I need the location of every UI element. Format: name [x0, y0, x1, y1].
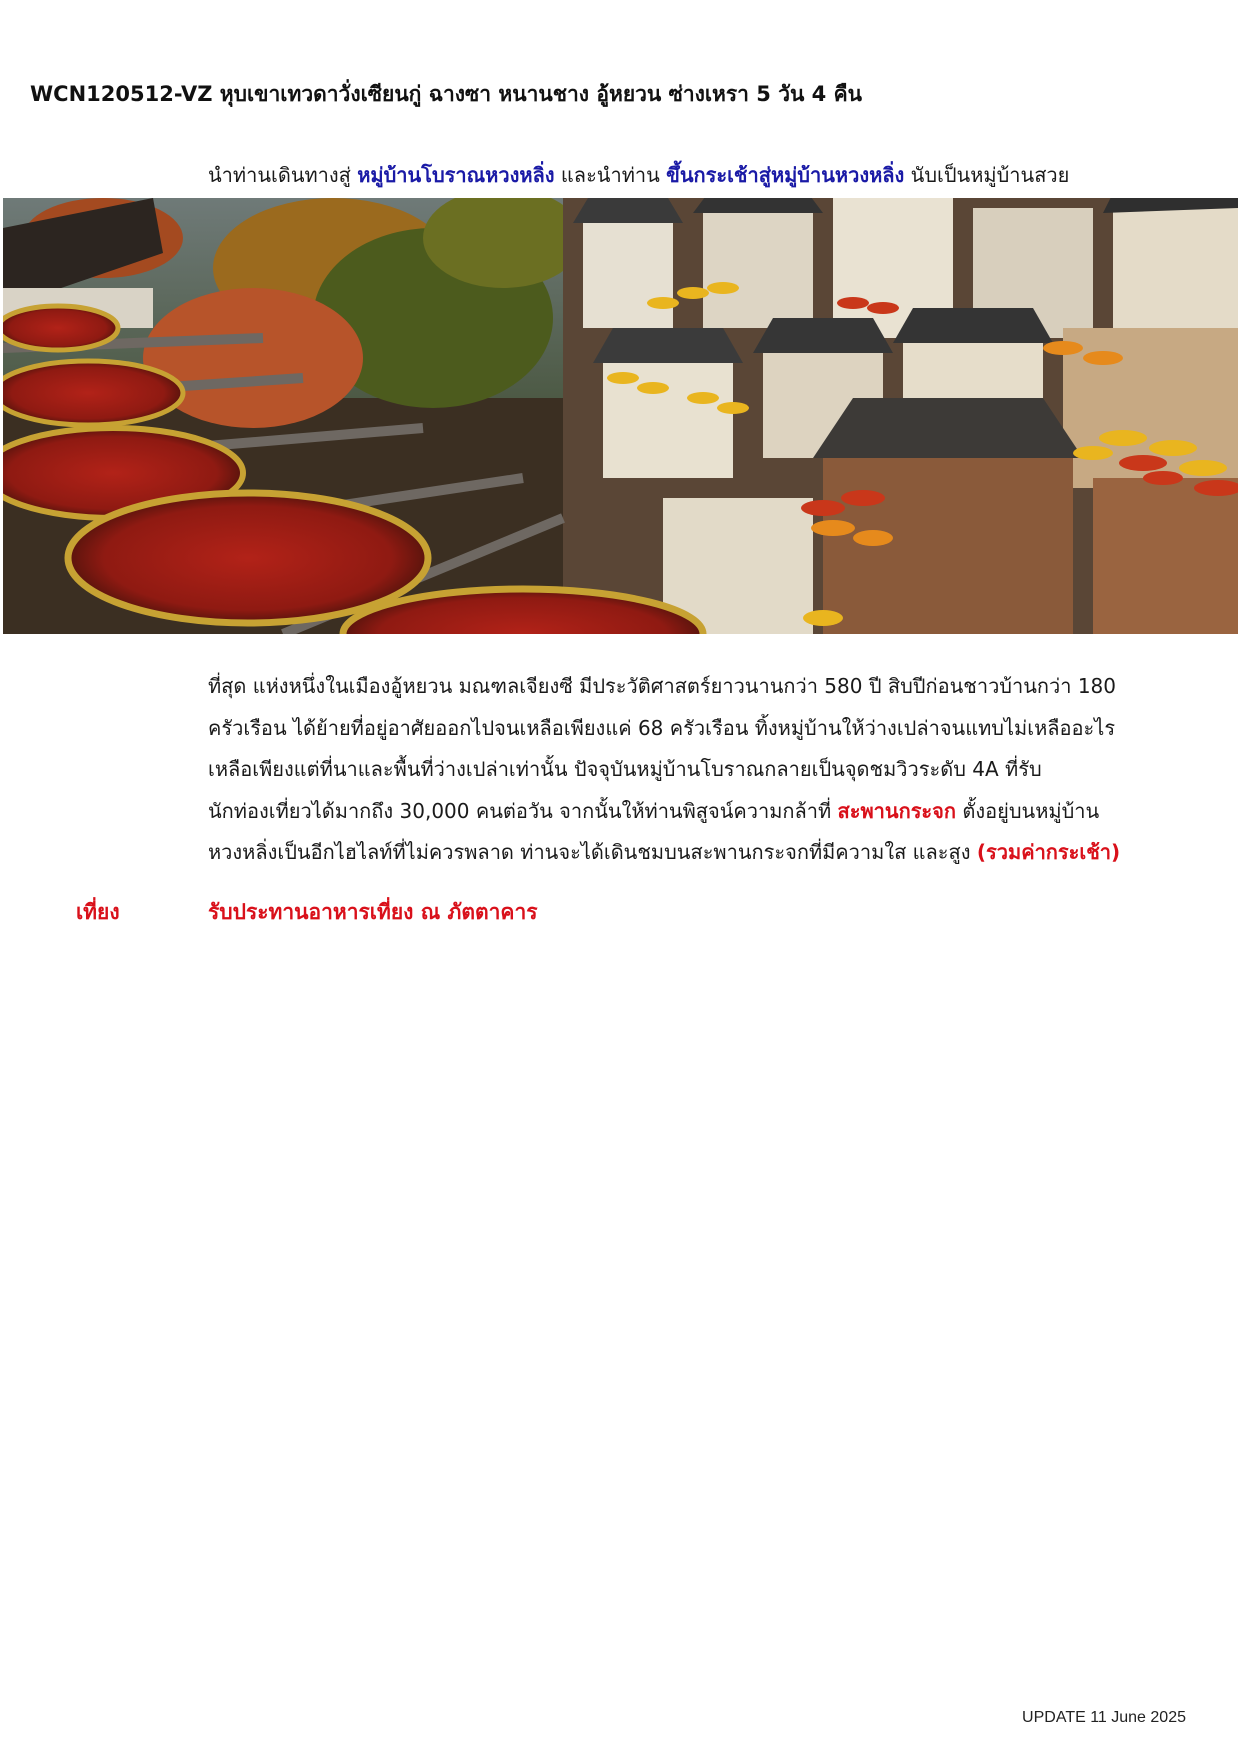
- body-line: ครัวเรือน ได้ย้ายที่อยู่อาศัยออกไปจนเหลือเพียงแค่ 68 ครัวเรือน ทิ้งหมู่บ้านให้ว่างเปล่าจนแทบไม่เหลืออะไร: [208, 715, 1116, 740]
- description-paragraph: [208, 666, 1218, 874]
- body-text: นักท่องเที่ยวได้มากถึง 30,000 คนต่อวัน จากนั้นให้ท่านพิสูจน์ความกล้าที่: [208, 798, 838, 823]
- body-text: ตั้งอยู่บนหมู่บ้าน: [956, 798, 1100, 823]
- body-line: ที่สุด แห่งหนึ่งในเมืองอู้หยวน มณฑลเจียงซี มีประวัติศาสตร์ยาวนานกว่า 580 ปี สิบปีก่อนชาวบ้านกว่า 180: [208, 674, 1117, 698]
- body-line: [208, 791, 1218, 833]
- highlight-cable-car: ขึ้นกระเช้าสู่หมู่บ้านหวงหลิ่ง: [666, 163, 905, 187]
- intro-text: นับเป็นหมู่บ้านสวย: [904, 163, 1070, 187]
- intro-text: และนำท่าน: [554, 163, 667, 187]
- body-text: หวงหลิ่งเป็นอีกไฮไลท์ที่ไม่ควรพลาด ท่านจะได้เดินชมบนสะพานกระจกที่มีความใส และสูง: [208, 840, 977, 864]
- document-title: WCN120512-VZ หุบเขาเทวดาวั่งเซียนกู่ ฉางซา หนานชาง อู้หยวน ซ่างเหรา 5 วัน 4 คืน: [30, 82, 862, 106]
- highlight-cable-fee: (รวมค่ากระเช้า): [976, 840, 1121, 864]
- village-photo: [3, 198, 1238, 634]
- update-date: UPDATE 11 June 2025: [1022, 1709, 1186, 1726]
- highlight-glass-bridge: สะพานกระจก: [837, 798, 957, 823]
- highlight-village: หมู่บ้านโบราณหวงหลิ่ง: [357, 163, 555, 187]
- meal-label-lunch: เที่ยง: [76, 900, 120, 924]
- meal-description: รับประทานอาหารเที่ยง ณ ภัตตาคาร: [208, 900, 538, 924]
- intro-text: นำท่านเดินทางสู่: [208, 163, 358, 187]
- intro-paragraph: [208, 160, 1208, 190]
- body-line: เหลือเพียงแต่ที่นาและพื้นที่ว่างเปล่าเท่านั้น ปัจจุบันหมู่บ้านโบราณกลายเป็นจุดชมวิวระดับ 4A ที่รับ: [208, 757, 1042, 781]
- body-line: [208, 832, 1218, 874]
